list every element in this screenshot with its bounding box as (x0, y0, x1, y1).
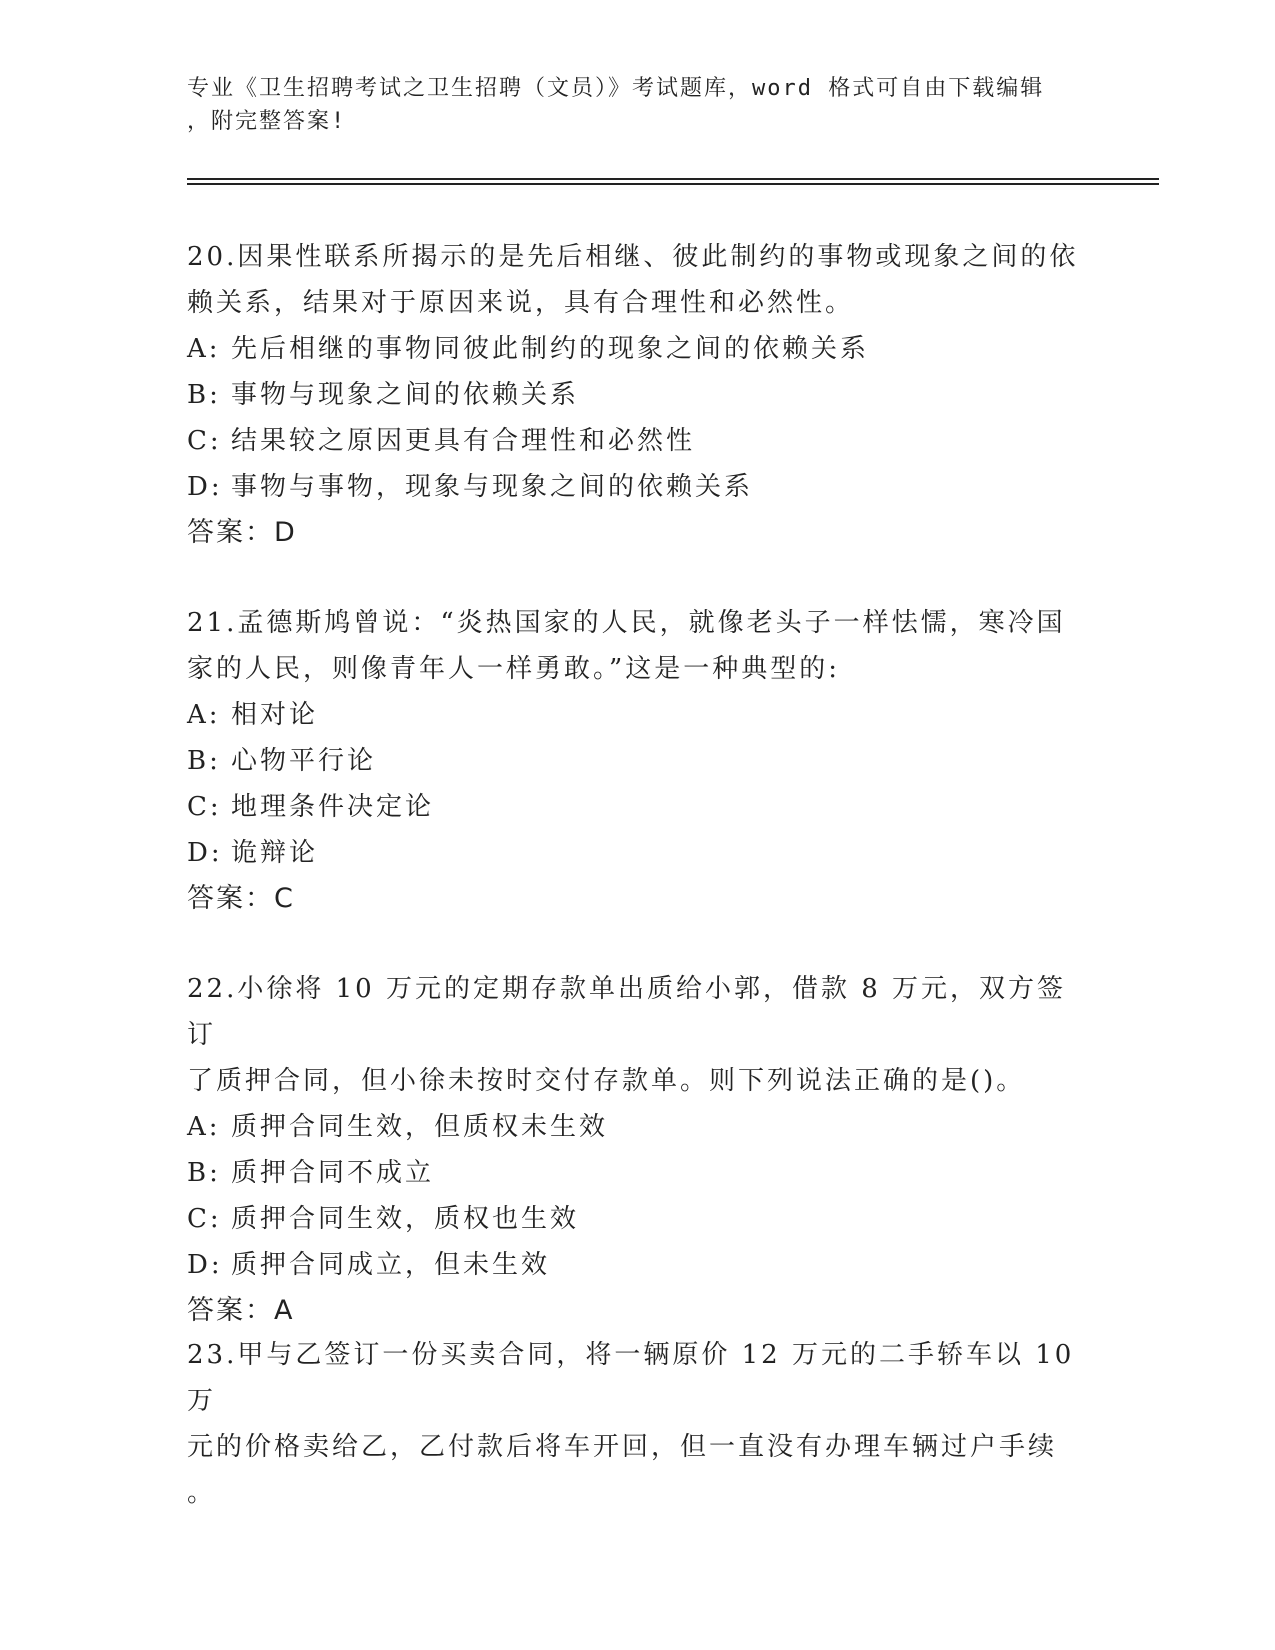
question-stem (187, 234, 1087, 326)
option-d (187, 830, 1087, 876)
option-text: 结果较之原因更具有合理性和必然性 (231, 426, 696, 456)
option-b (187, 738, 1087, 784)
question-22 (187, 966, 1087, 1334)
option-text: 相对论 (231, 700, 319, 730)
option-text: 心物平行论 (231, 746, 377, 776)
option-text: 地理条件决定论 (231, 792, 435, 822)
question-21 (187, 600, 1087, 922)
option-d (187, 1242, 1087, 1288)
question-stem (187, 1332, 1087, 1516)
option-a (187, 1104, 1087, 1150)
option-d (187, 464, 1087, 510)
option-a (187, 692, 1087, 738)
option-key: D: (187, 472, 223, 502)
stem-line: 20.因果性联系所揭示的是先后相继、彼此制约的事物或现象之间的依 (187, 242, 1079, 272)
option-text: 先后相继的事物同彼此制约的现象之间的依赖关系 (231, 334, 870, 364)
question-20 (187, 234, 1087, 556)
answer-line: 答案：C (187, 883, 295, 914)
option-b (187, 372, 1087, 418)
option-c (187, 418, 1087, 464)
option-key: B: (187, 746, 221, 776)
answer-line: 答案：D (187, 517, 297, 548)
stem-line: 23.甲与乙签订一份买卖合同，将一辆原价 12 万元的二手轿车以 10 万 (187, 1340, 1075, 1416)
option-key: A: (187, 700, 221, 730)
answer-line: 答案：A (187, 1295, 295, 1326)
option-text: 质押合同生效，但质权未生效 (231, 1112, 609, 1142)
option-text: 质押合同生效，质权也生效 (231, 1204, 580, 1234)
header-divider-top (187, 178, 1159, 180)
option-text: 诡辩论 (231, 838, 319, 868)
option-key: D: (187, 1250, 223, 1280)
option-key: B: (187, 1158, 221, 1188)
option-key: D: (187, 838, 223, 868)
option-text: 事物与现象之间的依赖关系 (231, 380, 580, 410)
question-23 (187, 1332, 1087, 1516)
option-key: C: (187, 792, 222, 822)
stem-line: 。 (187, 1478, 217, 1508)
stem-line: 了质押合同，但小徐未按时交付存款单。则下列说法正确的是()。 (187, 1066, 1026, 1096)
option-b (187, 1150, 1087, 1196)
option-a (187, 326, 1087, 372)
header-line-2: ，附完整答案! (187, 109, 347, 134)
question-stem (187, 966, 1087, 1104)
option-text: 质押合同不成立 (231, 1158, 435, 1188)
header-line-1: 专业《卫生招聘考试之卫生招聘（文员）》考试题库，word 格式可自由下载编辑 (187, 76, 1045, 101)
stem-line: 22.小徐将 10 万元的定期存款单出质给小郭，借款 8 万元，双方签订 (187, 974, 1067, 1050)
option-key: A: (187, 1112, 221, 1142)
document-header (187, 72, 1077, 138)
option-key: C: (187, 1204, 222, 1234)
option-key: A: (187, 334, 221, 364)
stem-line: 21.孟德斯鸠曾说：“炎热国家的人民，就像老头子一样怯懦，寒冷国 (187, 608, 1066, 638)
question-stem (187, 600, 1087, 692)
option-key: C: (187, 426, 222, 456)
stem-line: 赖关系，结果对于原因来说，具有合理性和必然性。 (187, 288, 855, 318)
stem-line: 元的价格卖给乙，乙付款后将车开回，但一直没有办理车辆过户手续 (187, 1432, 1058, 1462)
option-text: 事物与事物，现象与现象之间的依赖关系 (231, 472, 754, 502)
option-c (187, 1196, 1087, 1242)
stem-line: 家的人民，则像青年人一样勇敢。”这是一种典型的: (187, 654, 841, 684)
option-key: B: (187, 380, 221, 410)
option-c (187, 784, 1087, 830)
header-divider-bottom (187, 183, 1159, 185)
option-text: 质押合同成立，但未生效 (231, 1250, 551, 1280)
